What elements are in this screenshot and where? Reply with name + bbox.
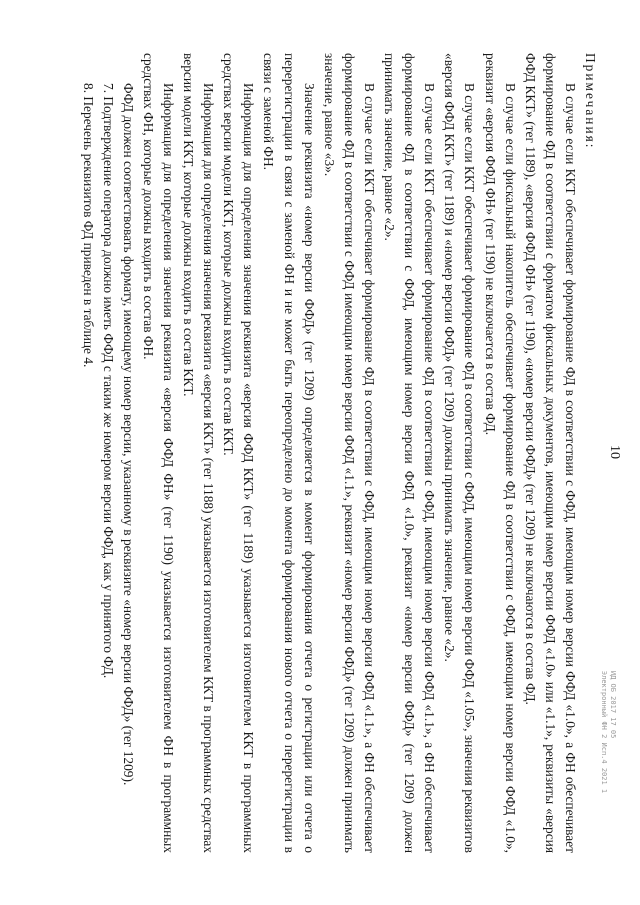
notes-heading: Примечания: [583,53,598,150]
note-paragraph: В случае если фискальный накопитель обеспечивает формирование ФД в соответствии с ФФД, имеющим номер версии ФФД «1.0», реквизит «версия ФФД ФН» (тег 1190) не включается в состав ФД. [482,53,518,853]
note-paragraph: В случае если ККТ обеспечивает формирование ФД в соответствии с ФФД, имеющим номер версии ФФД «1.0», а ФН обеспечивает формирование ФД в соответствии с форматом фискальных документов, имеющим номер версии ФФД «1.0» или «1.1», реквизиты «версия ФФД ККТ» (тег 1189), «версия ФФД ФН» (тег 1190), «номер версии ФФД» (тег 1209) не включаются в состав ФД. [522,53,578,853]
note-paragraph: В случае если ККТ обеспечивает формирование ФД в соответствии с ФФД, имеющим номер версии ФФД «1.1», а ФН обеспечивает формирование ФД в соответствии с ФФД, имеющим номер версии ФФД «1.0», реквизит «номер версии ФФД» (тег 1209) должен принимать значение, равное «2». [382,53,438,853]
stamp-line: ИД ОБ 2017 17 05 [609,670,617,739]
page-number-text: 10 [607,445,622,459]
note-paragraph: В случае если ККТ обеспечивает формирование ФД в соответствии с ФФД, имеющим номер версии ФФД «1.1», а ФН обеспечивает формирование ФД в соответствии с ФФД имеющим номер версии ФФД «1.1», реквизит «номер версии ФФД» (тег 1209) должен принимать значение, равное «3». [321,53,377,853]
note-paragraph: Информация для определения значения реквизита «версия ФФД ККТ» (тег 1189) указывается изготовителем ККТ в программных средствах версии модели ККТ, которые должны входить в состав ККТ. [221,53,257,853]
note-paragraph: В случае если ККТ обеспечивает формирование ФД в соответствии с ФФД, имеющим номер версии ФФД «1.05», значения реквизитов «версия ФФД ККТ» (тег 1189) и «номер версии ФФД» (тег 1209) должны принимать значение, равное «2». [442,53,478,853]
note-paragraph: 8. Перечень реквизитов ФД приведен в таблице 4. [80,83,96,368]
note-paragraph: ФФД должен соответствовать формату, имеющему номер версии, указанному в реквизите «номер версии ФФД» (тег 1209). [120,83,136,786]
stamp-line: Электронный ФН 2 Исп.4 2021 1 [600,670,608,794]
note-paragraph: Информация для определения значения реквизита «версия ККТ» (тег 1188) указывается изготовителем ККТ в программных средствах версии модели ККТ, которые должны входить в состав ККТ. [181,53,217,853]
note-paragraph: Значение реквизита «номер версии ФФД» (тег 1209) определяется в момент формирования отчета о регистрации или отчета о перерегистрации в связи с заменой ФН и не может быть переопределено до момента формирования нового отчета о перерегистрации в связи с заменой ФН. [261,53,317,853]
note-paragraph: 7. Подтверждение оператора должно иметь ФФД с таким же номером версии ФФД, как у принятого ФД. [100,83,116,679]
note-paragraph: Информация для определения значения реквизита «версия ФФД ФН» (тег 1190) указывается изготовителем ФН в программных средствах ФН, которые должны входить в состав ФН. [140,53,177,853]
notes-block [40,53,600,853]
